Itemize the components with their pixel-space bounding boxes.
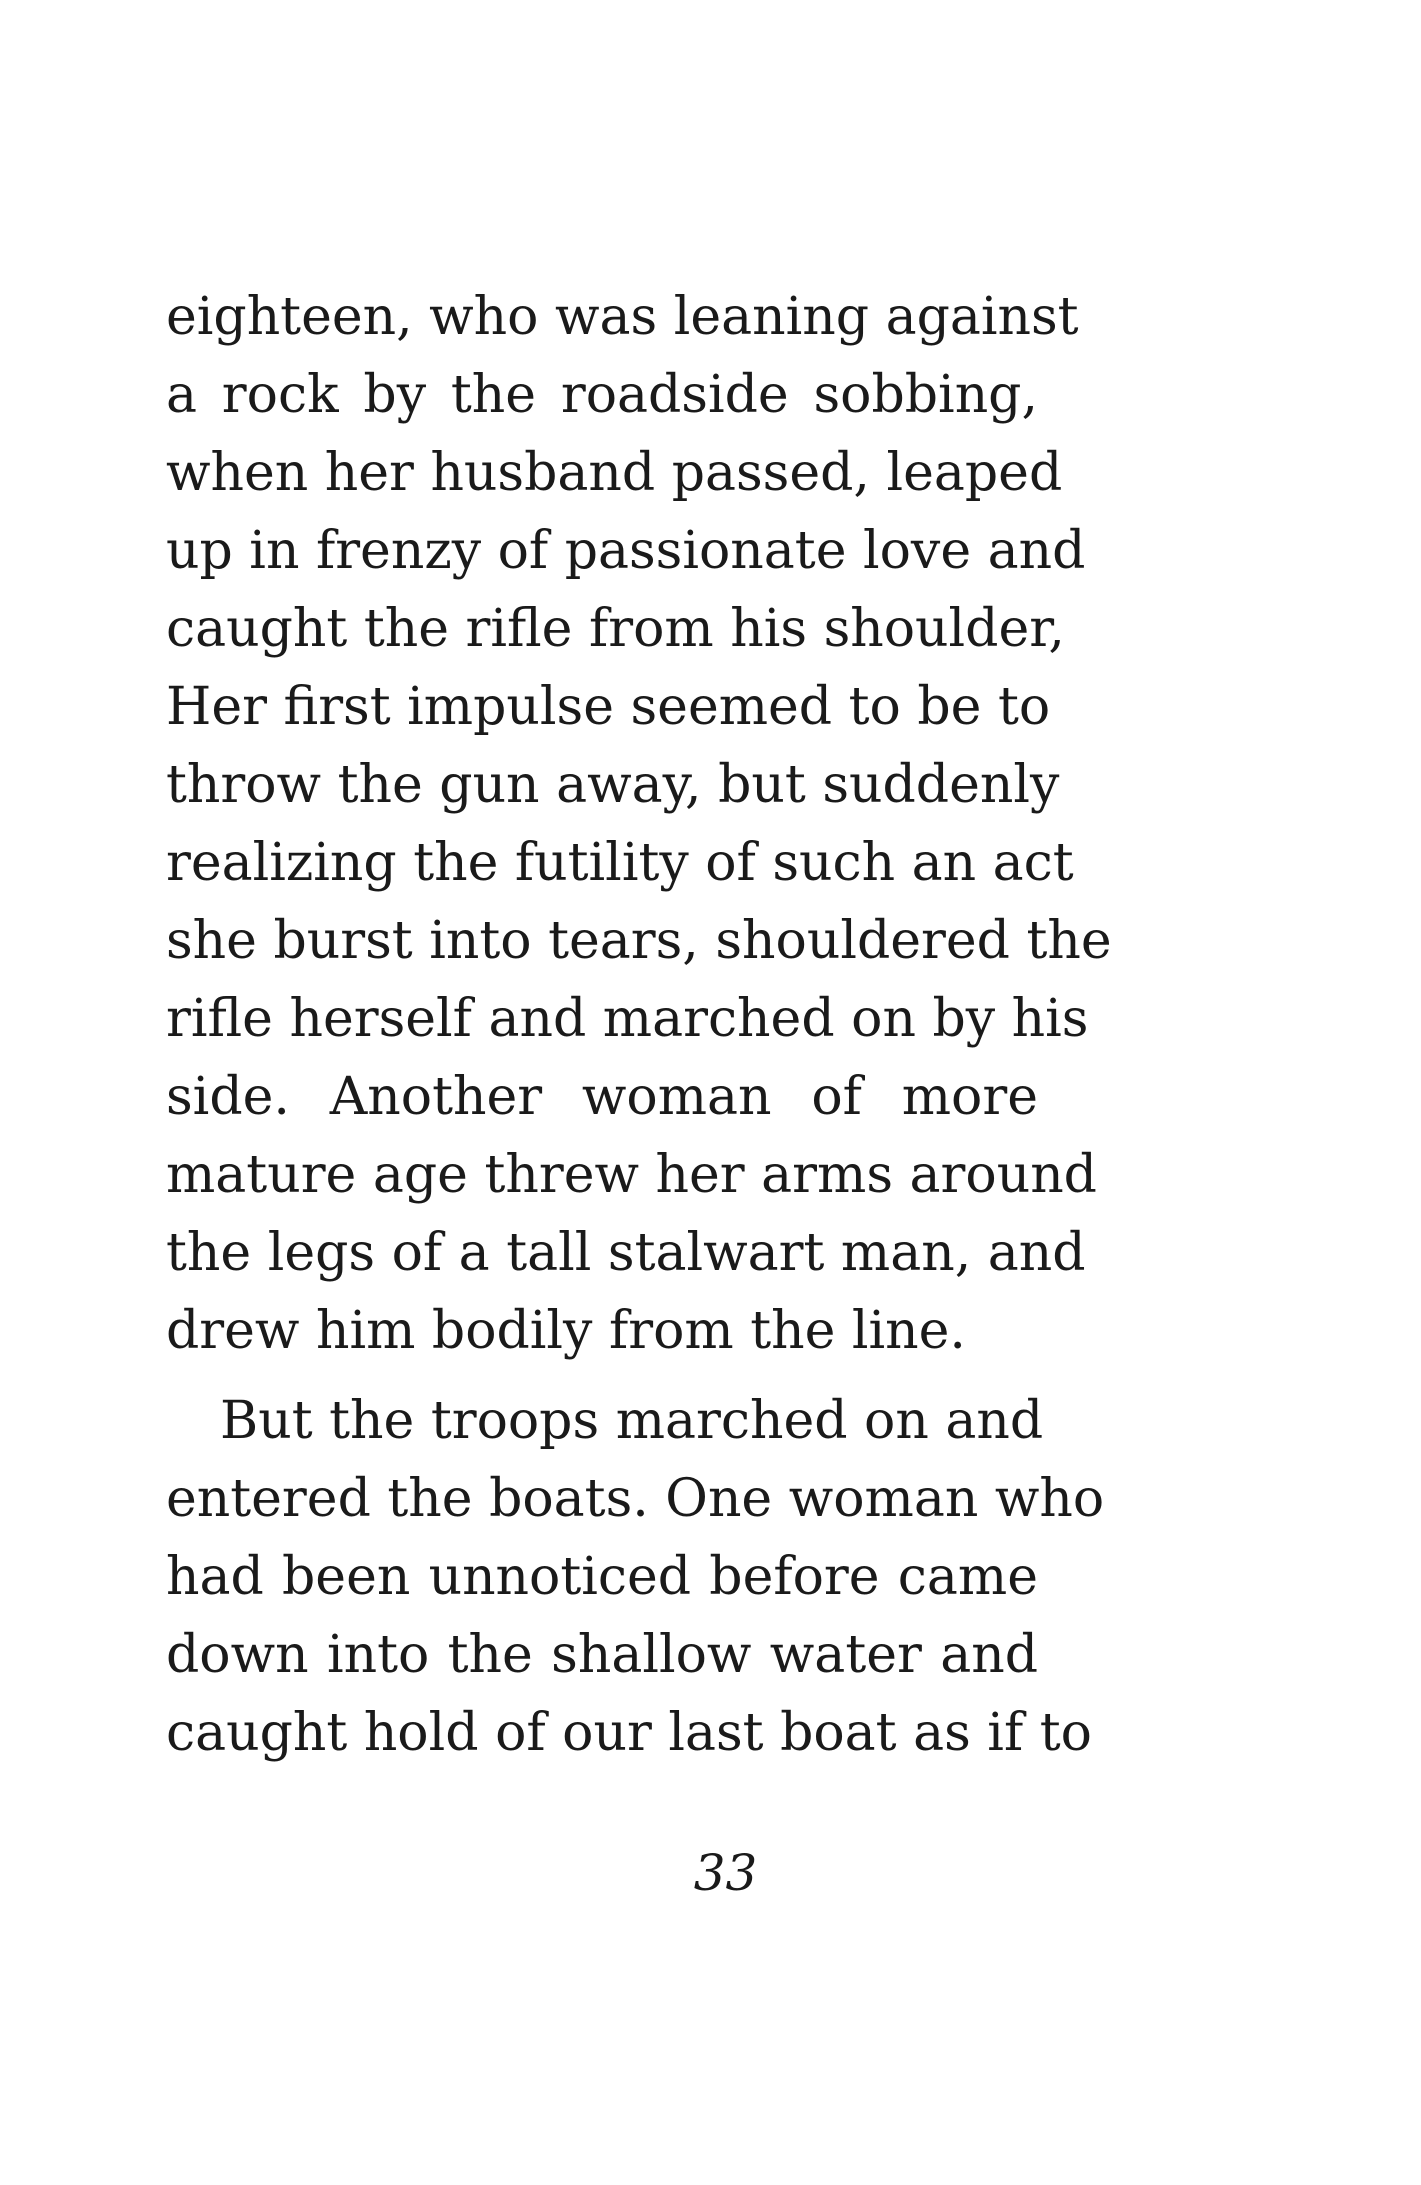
text-line: But the troops marched on and <box>220 1391 1044 1451</box>
text-line: when her husband passed, leaped <box>166 443 1063 503</box>
text-line: up in frenzy of passionate love and <box>166 521 1086 581</box>
text-line: down into the shallow water and <box>166 1625 1038 1685</box>
text-line: entered the boats. One woman who <box>166 1469 1105 1529</box>
text-line: caught the rifle from his shoulder, <box>166 599 1065 659</box>
text-line: the legs of a tall stalwart man, and <box>166 1223 1086 1283</box>
page-number: 33 <box>693 1844 758 1902</box>
text-line: realizing the futility of such an act <box>166 833 1074 893</box>
text-line: eighteen, who was leaning against <box>166 287 1079 347</box>
text-line: drew him bodily from the line. <box>166 1301 966 1361</box>
text-line: a rock by the roadside sobbing, <box>166 365 1038 425</box>
text-line: rifle herself and marched on by his <box>166 989 1089 1049</box>
text-line: she burst into tears, shouldered the <box>166 911 1112 971</box>
text-line: caught hold of our last boat as if to <box>166 1703 1092 1763</box>
text-line: had been unnoticed before came <box>166 1547 1038 1607</box>
text-line: throw the gun away, but suddenly <box>166 755 1060 815</box>
text-line: Her first impulse seemed to be to <box>166 677 1051 737</box>
text-line: side. Another woman of more <box>166 1067 1038 1127</box>
text-line: mature age threw her arms around <box>166 1145 1097 1205</box>
